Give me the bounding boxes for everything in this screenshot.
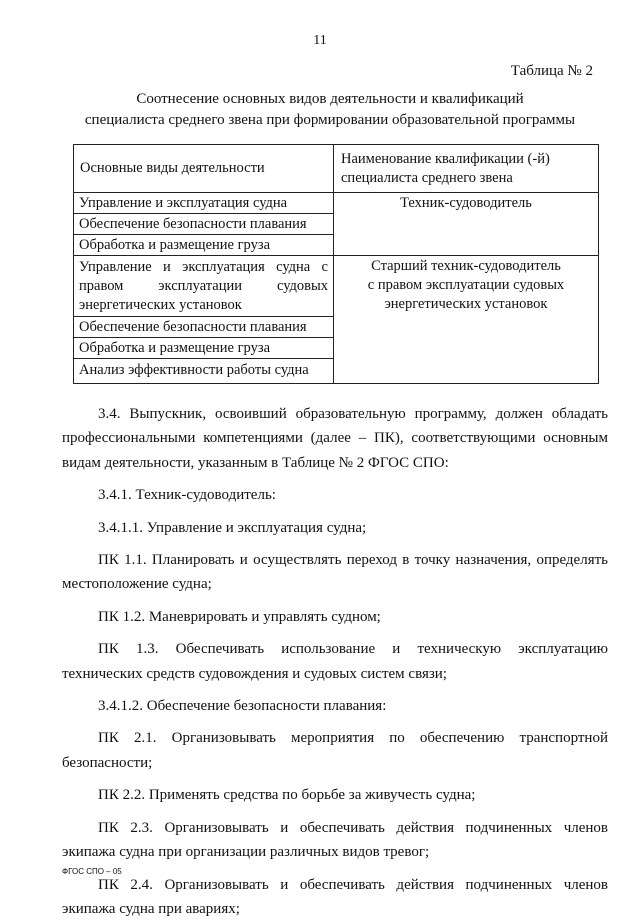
activity-cell: Управление и эксплуатация судна: [74, 193, 334, 214]
paragraph: ПК 2.4. Организовывать и обеспечивать действия подчиненных членов экипажа судна при авариях;: [62, 873, 608, 921]
qualification-line-1: Старший техник-судоводитель: [339, 257, 593, 276]
header-qualification-line-2: специалиста среднего звена: [341, 169, 593, 188]
activity-cell: Управление и эксплуатация судна с правом эксплуатации судовых энергетических установок: [74, 256, 334, 317]
qualification-line-2: с правом эксплуатации судовых: [339, 276, 593, 295]
title-line-1: Соотнесение основных видов деятельности и квалификаций: [60, 89, 600, 110]
activity-cell: Обработка и размещение груза: [74, 338, 334, 359]
qualification-line-3: энергетических установок: [339, 295, 593, 314]
table-header-row: [74, 145, 599, 193]
footer-code: ФГОС СПО – 05: [62, 867, 122, 876]
qualification-table: [73, 144, 599, 384]
paragraph: ПК 1.3. Обеспечивать использование и техническую эксплуатацию технических средств судовождения и судовых систем связи;: [62, 637, 608, 686]
activity-cell: Обработка и размещение груза: [74, 235, 334, 256]
activity-cell: Анализ эффективности работы судна: [74, 359, 334, 384]
paragraph: ПК 1.2. Маневрировать и управлять судном;: [62, 605, 608, 629]
paragraph: 3.4.1. Техник-судоводитель:: [62, 483, 608, 507]
table-row: [74, 193, 599, 214]
paragraph: 3.4. Выпускник, освоивший образовательную программу, должен обладать профессиональными компетенциями (далее – ПК), соответствующими основным видам деятельности, указанным в Таблице № 2 ФГОС СПО:: [62, 402, 608, 475]
qualification-cell: [334, 256, 599, 384]
body-text: [62, 402, 608, 921]
table-row: [74, 256, 599, 317]
page-number: 11: [0, 33, 640, 49]
document-title: [60, 89, 600, 131]
activity-cell: Обеспечение безопасности плавания: [74, 214, 334, 235]
paragraph: ПК 1.1. Планировать и осуществлять переход в точку назначения, определять местоположение судна;: [62, 548, 608, 597]
paragraph: ПК 2.1. Организовывать мероприятия по обеспечению транспортной безопасности;: [62, 726, 608, 775]
table-label: Таблица № 2: [511, 63, 593, 80]
paragraph: 3.4.1.2. Обеспечение безопасности плавания:: [62, 694, 608, 718]
header-qualification-line-1: Наименование квалификации (-й): [341, 150, 593, 169]
header-activities: Основные виды деятельности: [74, 145, 334, 193]
activity-cell: Обеспечение безопасности плавания: [74, 317, 334, 338]
header-qualification: [334, 145, 599, 193]
title-line-2: специалиста среднего звена при формировании образовательной программы: [60, 110, 600, 131]
paragraph: ПК 2.3. Организовывать и обеспечивать действия подчиненных членов экипажа судна при организации различных видов тревог;: [62, 816, 608, 865]
paragraph: 3.4.1.1. Управление и эксплуатация судна;: [62, 516, 608, 540]
qualification-cell: Техник-судоводитель: [334, 193, 599, 256]
paragraph: ПК 2.2. Применять средства по борьбе за живучесть судна;: [62, 783, 608, 807]
